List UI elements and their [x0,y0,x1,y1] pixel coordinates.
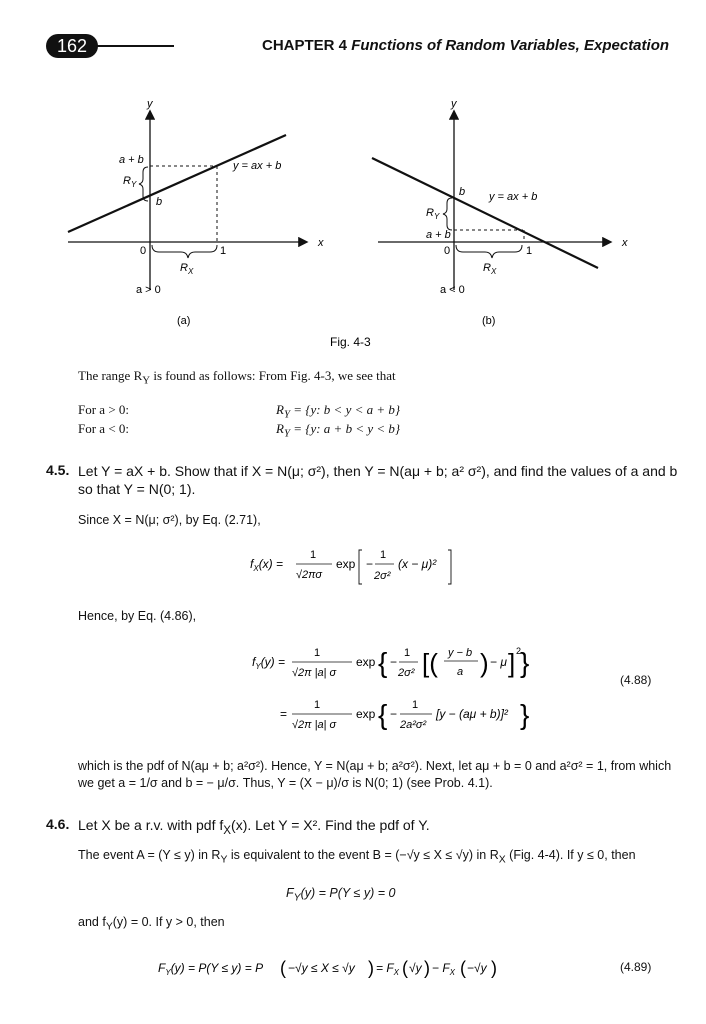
one-label-b: 1 [526,245,533,257]
y-label-b: y [451,98,457,110]
problem-4-6-text: Let X be a r.v. with pdf $f_X(x)$. Let Y = X². Find the pdf of Y. [78,817,430,837]
svg-text:(: ( [460,958,466,978]
since-text: Since X = N(μ; σ²), by Eq. (2.71), [78,513,261,527]
panel-a [68,98,324,327]
a-plus-b-a: a + b [119,154,144,166]
case-1-set: $R_Y = \{y$: b < y < a + b} [276,402,401,421]
svg-text:exp: exp [356,707,376,721]
zero-label-a: 0 [140,245,147,257]
a-plus-b-b: a + b [426,229,451,241]
svg-text:2σ²: 2σ² [374,570,391,582]
b-label-b: b [459,186,466,198]
svg-text:}: } [520,699,530,730]
equation-number-4-89: (4.89) [620,960,652,974]
rx-label-b: $R_X$ [483,262,497,276]
panel-b [372,98,628,327]
svg-text:]: ] [508,648,516,678]
svg-text:a: a [457,666,464,678]
event-text: The event A = (Y ≤ y) in $R_Y$ is equivalent to the event B = (−√y ≤ X ≤ √y) in $R_X$ (Fig. 4-4). If y ≤ 0, then [78,848,636,866]
svg-text:−: − [390,655,398,669]
svg-text:=: = [280,707,288,721]
svg-text:exp: exp [356,655,376,669]
svg-text:[(: [( [422,648,438,678]
equation-fy [252,634,532,742]
svg-text:[y − (aμ + b)]²: [y − (aμ + b)]² [436,707,508,721]
problem-4-5-number: 4.5. [46,462,70,478]
svg-text:1: 1 [380,549,387,561]
svg-text:FY(y) = P(Y ≤ y) = P: $F_Y(y) = P(Y \le y) = P$ [158,961,264,977]
problem-4-5-text: Let Y = aX + b. Show that if X = N(μ; σ²), then Y = N(aμ + b; a² σ²), and find the values of a and b so that Y = N(0; 1). [78,463,678,497]
svg-text:): ) [368,958,374,978]
svg-text:}: } [520,647,530,678]
case-2-condition: For a < 0: [78,421,130,436]
svg-text:y − b: y − b [448,647,473,659]
chapter-heading [262,37,669,54]
svg-text:−: − [390,707,398,721]
equation-fx [250,540,470,588]
svg-text:): ) [480,648,489,678]
svg-text:): ) [424,958,430,978]
svg-text:1: 1 [314,647,321,659]
panel-label-a: (a) [177,315,191,327]
page-number: 162 [46,34,98,58]
header-rule [96,45,174,47]
equation-fy-cdf [158,950,538,986]
figure-caption: Fig. 4-3 [330,335,371,349]
case-2-set: $R_Y = \{y$: a + b < y < b} [276,421,401,440]
svg-text:): ) [491,958,497,978]
svg-text:{: { [378,699,388,730]
svg-text:(x − μ)²: (x − μ)² [398,557,437,571]
svg-text:fY(y) =: $f_Y(y)$ = [252,655,286,671]
range-intro: The range $R_Y$ is found as follows: From Fig. 4-3, we see that [78,368,396,387]
figure-4-3 [0,90,706,360]
hence-text: Hence, by Eq. (4.86), [78,609,197,623]
line-a [68,135,286,232]
svg-text:√2π |a| σ: √2π |a| σ [292,667,337,679]
svg-text:1: 1 [314,699,321,711]
svg-text:= FX: = $F_X$ [376,961,400,977]
panel-label-b: (b) [482,315,496,327]
condition-b: a < 0 [440,284,465,296]
svg-text:2σ²: 2σ² [398,667,415,679]
svg-text:fX(x) =: $f_X(x)$ = [250,557,284,573]
ry-label-a: $R_Y$ [123,175,137,189]
svg-text:√y: √y [409,961,422,975]
chapter-title: Functions of Random Variables, Expectation [351,37,670,54]
svg-text:− μ: − μ [490,655,507,669]
line-label-b: y = ax + b [489,191,538,203]
y-label-a: y [147,98,153,110]
condition-a: a > 0 [136,284,161,296]
rx-brace-a [152,245,217,258]
svg-text:−: − [366,557,374,571]
one-label-a: 1 [220,245,227,257]
svg-text:(: ( [280,958,286,978]
b-label-a: b [156,196,163,208]
x-label-a: x [318,237,324,249]
svg-text:2a²σ²: 2a²σ² [400,719,427,731]
ry-label-b: $R_Y$ [426,207,440,221]
rx-label-a: $R_X$ [180,262,194,276]
svg-text:1: 1 [310,549,317,561]
svg-text:−√y ≤ X ≤ √y: −√y ≤ X ≤ √y [288,961,355,975]
chapter-number: CHAPTER 4 [262,37,348,54]
svg-text:1: 1 [404,647,411,659]
svg-text:{: { [378,647,388,678]
fy-zero-equation: $F_Y(y) = P(Y \le y) = 0$ [286,886,396,904]
rx-brace-b [456,245,522,258]
svg-text:exp: exp [336,557,356,571]
svg-text:− FX: − $F_X$ [432,961,456,977]
case-1-condition: For a > 0: [78,402,130,417]
svg-text:(: ( [402,958,408,978]
x-label-b: x [622,237,628,249]
problem-4-6-number: 4.6. [46,816,70,832]
svg-text:2: 2 [516,646,522,656]
zero-label-b: 0 [444,245,451,257]
which-text: which is the pdf of N(aμ + b; a²σ²). Hence, Y = N(aμ + b; a²σ²). Next, let aμ + b = 0 and a²σ² = 1, from which we get a = 1/σ and b = − μ/σ. Thus, Y = (X − μ)/σ is N(0; 1) (see Prob. 4.1). [78,759,672,790]
equation-number-4-88: (4.88) [620,673,652,687]
ry-brace-b [443,198,452,230]
line-label-a: y = ax + b [233,160,282,172]
svg-text:1: 1 [412,699,419,711]
svg-text:√2πσ: √2πσ [296,569,323,581]
svg-text:−√y: −√y [467,961,487,975]
and-text: and $f_Y(y) = 0$. If y > 0, then [78,915,225,933]
svg-text:√2π |a| σ: √2π |a| σ [292,719,337,731]
